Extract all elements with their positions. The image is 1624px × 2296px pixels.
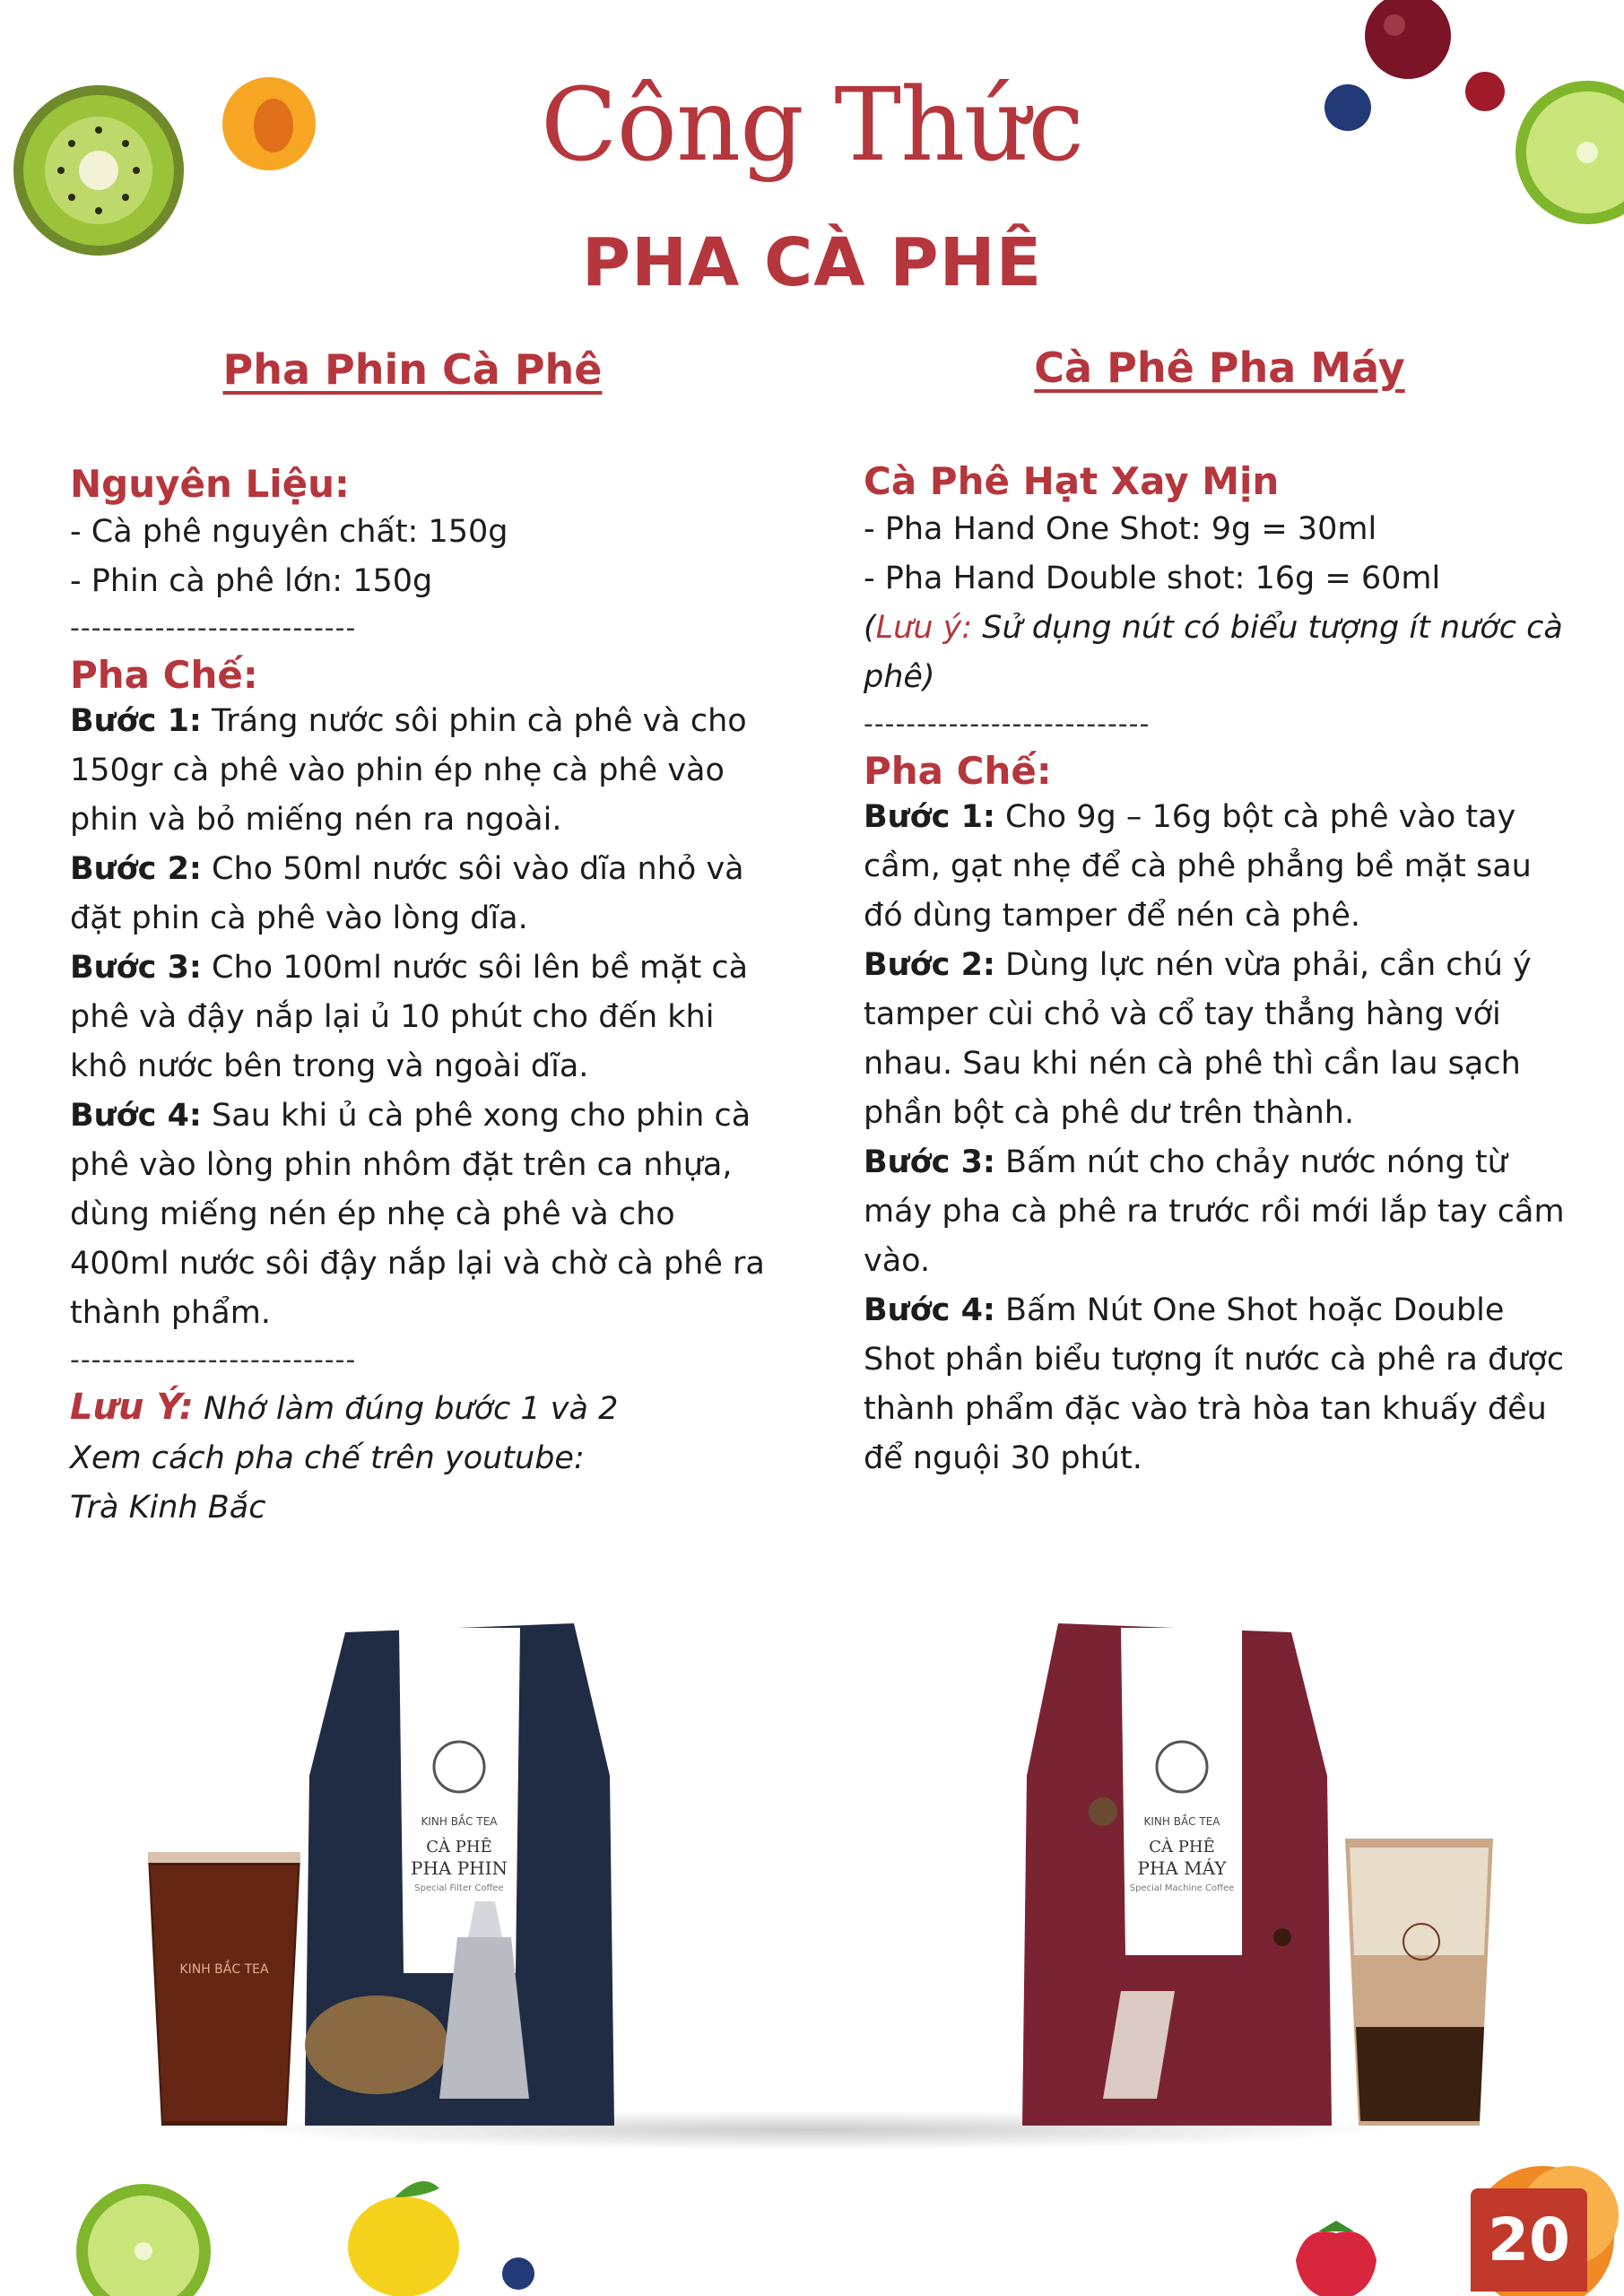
left-column-heading: Pha Phin Cà Phê — [222, 345, 603, 394]
left-ingredient-item: - Phin cà phê lớn: 150g — [70, 563, 433, 599]
right-method-title: Pha Chế: — [864, 749, 1052, 793]
left-bag-line2: PHA PHIN — [411, 1857, 508, 1879]
left-note-youtube: Xem cách pha chế trên youtube: — [70, 1440, 585, 1476]
right-separator: --------------------------- — [864, 709, 1151, 740]
coffee-bag-right — [1022, 1623, 1332, 2126]
left-step-3 — [70, 944, 778, 1091]
right-ingredient-item: - Pha Hand Double shot: 16g = 60ml — [864, 561, 1441, 596]
right-step-1 — [864, 793, 1572, 941]
left-bag-brand: KINH BẮC TEA — [421, 1815, 498, 1828]
left-bag-line1: CÀ PHÊ — [426, 1838, 492, 1857]
step-label: Bước 1: — [70, 703, 202, 739]
lemon-icon — [348, 2181, 459, 2296]
right-column — [864, 459, 1572, 1483]
right-column-heading: Cà Phê Pha Máy — [1034, 344, 1405, 392]
coffee-bag-left — [305, 1623, 614, 2126]
right-bag-line1: CÀ PHÊ — [1149, 1838, 1215, 1857]
step-text: Bấm Nút One Shot hoặc Double Shot phần biểu tượng ít nước cà phê ra được thành phẩm đặc vào trà hòa tan khuấy đều để nguội 30 phút. — [864, 1292, 1565, 1476]
right-note — [864, 604, 1572, 702]
step-text: Bấm nút cho chảy nước nóng từ máy pha cà phê ra trước rồi mới lắp tay cầm vào. — [864, 1144, 1565, 1279]
left-step-2 — [70, 845, 778, 944]
left-separator: --------------------------- — [70, 1344, 357, 1376]
step-label: Bước 3: — [70, 950, 202, 986]
page-number: 20 — [1471, 2188, 1587, 2292]
iced-coffee-cup-icon — [148, 1852, 300, 2126]
note-open: ( — [864, 610, 876, 646]
step-label: Bước 4: — [70, 1098, 202, 1134]
right-step-2 — [864, 941, 1572, 1138]
product-illustration — [0, 1596, 1624, 2170]
step-text: Cho 9g – 16g bột cà phê vào tay cầm, gạt nhẹ để cà phê phẳng bề mặt sau đó dùng tamper để nén cà phê. — [864, 799, 1532, 934]
step-text: Tráng nước sôi phin cà phê và cho 150gr cà phê vào phin ép nhẹ cà phê vào phin và bỏ miếng nén ra ngoài. — [70, 703, 747, 838]
note-label: Lưu Ý: — [70, 1387, 194, 1428]
left-bag-line3: Special Filter Coffee — [414, 1883, 504, 1893]
right-bag-line2: PHA MÁY — [1137, 1857, 1227, 1879]
step-label: Bước 2: — [864, 947, 995, 983]
left-column — [70, 462, 778, 1533]
right-step-3 — [864, 1138, 1572, 1286]
step-label: Bước 1: — [864, 799, 995, 835]
step-label: Bước 3: — [864, 1144, 995, 1180]
left-note — [70, 1383, 778, 1434]
step-label: Bước 4: — [864, 1292, 995, 1328]
step-label: Bước 2: — [70, 851, 202, 887]
left-step-1 — [70, 697, 778, 845]
left-method-title: Pha Chế: — [70, 653, 258, 697]
left-step-4 — [70, 1091, 778, 1338]
right-ingredients-title: Cà Phê Hạt Xay Mịn — [864, 459, 1280, 503]
note-label: Lưu ý: — [875, 610, 973, 646]
right-bag-line3: Special Machine Coffee — [1129, 1883, 1235, 1893]
step-text: Sau khi ủ cà phê xong cho phin cà phê vào lòng phin nhôm đặt trên ca nhựa, dùng miếng nén ép nhẹ cà phê và cho 400ml nước sôi đậy nắp lại và chờ cà phê ra thành phẩm. — [70, 1098, 765, 1331]
strawberry-icon — [1296, 2221, 1376, 2296]
left-separator: --------------------------- — [70, 613, 357, 644]
cup-brand: KINH BẮC TEA — [179, 1962, 269, 1977]
right-bag-brand: KINH BẮC TEA — [1143, 1815, 1220, 1828]
page-title: Công Thức — [540, 67, 1084, 184]
blueberry-icon — [502, 2257, 534, 2290]
note-text: Sử dụng nút có biểu tượng ít nước cà phê) — [864, 610, 1563, 695]
step-text: Cho 100ml nước sôi lên bề mặt cà phê và đậy nắp lại ủ 10 phút cho đến khi khô nước bên trong và ngoài dĩa. — [70, 950, 749, 1084]
iced-latte-cup-icon — [1345, 1839, 1493, 2126]
right-step-4 — [864, 1286, 1572, 1483]
left-note-channel: Trà Kinh Bắc — [70, 1490, 266, 1526]
note-text: Nhớ làm đúng bước 1 và 2 — [193, 1391, 619, 1427]
step-text: Dùng lực nén vừa phải, cần chú ý tamper cùi chỏ và cổ tay thẳng hàng với nhau. Sau khi nén cà phê thì cần lau sạch phần bột cà phê dư trên thành. — [864, 947, 1532, 1131]
page-subtitle: PHA CÀ PHÊ — [581, 224, 1043, 301]
left-ingredient-item: - Cà phê nguyên chất: 150g — [70, 514, 508, 550]
left-ingredients-title: Nguyên Liệu: — [70, 462, 350, 506]
step-text: Cho 50ml nước sôi vào dĩa nhỏ và đặt phin cà phê vào lòng dĩa. — [70, 851, 744, 936]
lime-icon — [76, 2184, 211, 2296]
right-ingredient-item: - Pha Hand One Shot: 9g = 30ml — [864, 511, 1377, 547]
